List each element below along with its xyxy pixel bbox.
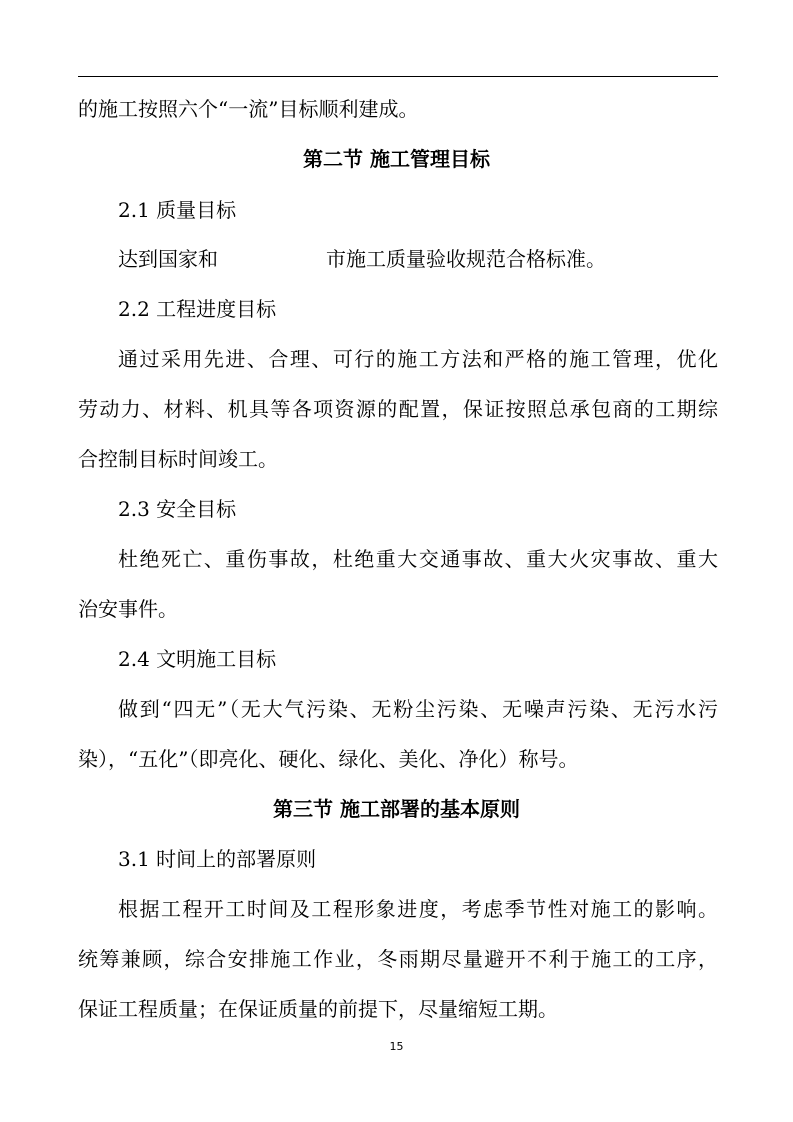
page-number: 15 [389, 1040, 404, 1053]
schedule-paragraph-line-3: 合控制目标时间竣工。 [78, 447, 278, 471]
subsection-2-2-title: 2.2 工程进度目标 [118, 297, 277, 321]
timing-paragraph-line-2: 统筹兼顾，综合安排施工作业，冬雨期尽量避开不利于施工的工序， [78, 947, 718, 971]
subsection-2-3-title: 2.3 安全目标 [118, 497, 237, 521]
safety-paragraph-line-1: 杜绝死亡、重伤事故，杜绝重大交通事故、重大火灾事故、重大 [118, 547, 718, 571]
timing-paragraph-line-1: 根据工程开工时间及工程形象进度，考虑季节性对施工的影响。 [118, 897, 718, 921]
civilized-paragraph-line-1: 做到“四无”（无大气污染、无粉尘污染、无噪声污染、无污水污 [118, 697, 718, 721]
timing-paragraph-line-3: 保证工程质量；在保证质量的前提下，尽量缩短工期。 [78, 997, 558, 1021]
subsection-3-1-title: 3.1 时间上的部署原则 [118, 847, 317, 871]
quality-target-text-b: 市施工质量验收规范合格标准。 [326, 247, 606, 271]
civilized-paragraph-line-2: 染），“五化”（即亮化、硬化、绿化、美化、净化）称号。 [78, 747, 579, 771]
quality-target-line [118, 245, 718, 273]
schedule-paragraph-line-1: 通过采用先进、合理、可行的施工方法和严格的施工管理，优化 [118, 347, 718, 371]
section-heading-3: 第三节 施工部署的基本原则 [273, 797, 520, 821]
schedule-paragraph-line-2: 劳动力、材料、机具等各项资源的配置，保证按照总承包商的工期综 [78, 397, 718, 421]
subsection-2-4-title: 2.4 文明施工目标 [118, 647, 277, 671]
continued-paragraph-line: 的施工按照六个“一流”目标顺利建成。 [78, 97, 419, 121]
header-rule [78, 76, 718, 77]
section-heading-2: 第二节 施工管理目标 [303, 147, 490, 171]
safety-paragraph-line-2: 治安事件。 [78, 597, 178, 621]
quality-target-text-a: 达到国家和 [118, 247, 218, 271]
subsection-2-1-title: 2.1 质量目标 [118, 198, 237, 222]
